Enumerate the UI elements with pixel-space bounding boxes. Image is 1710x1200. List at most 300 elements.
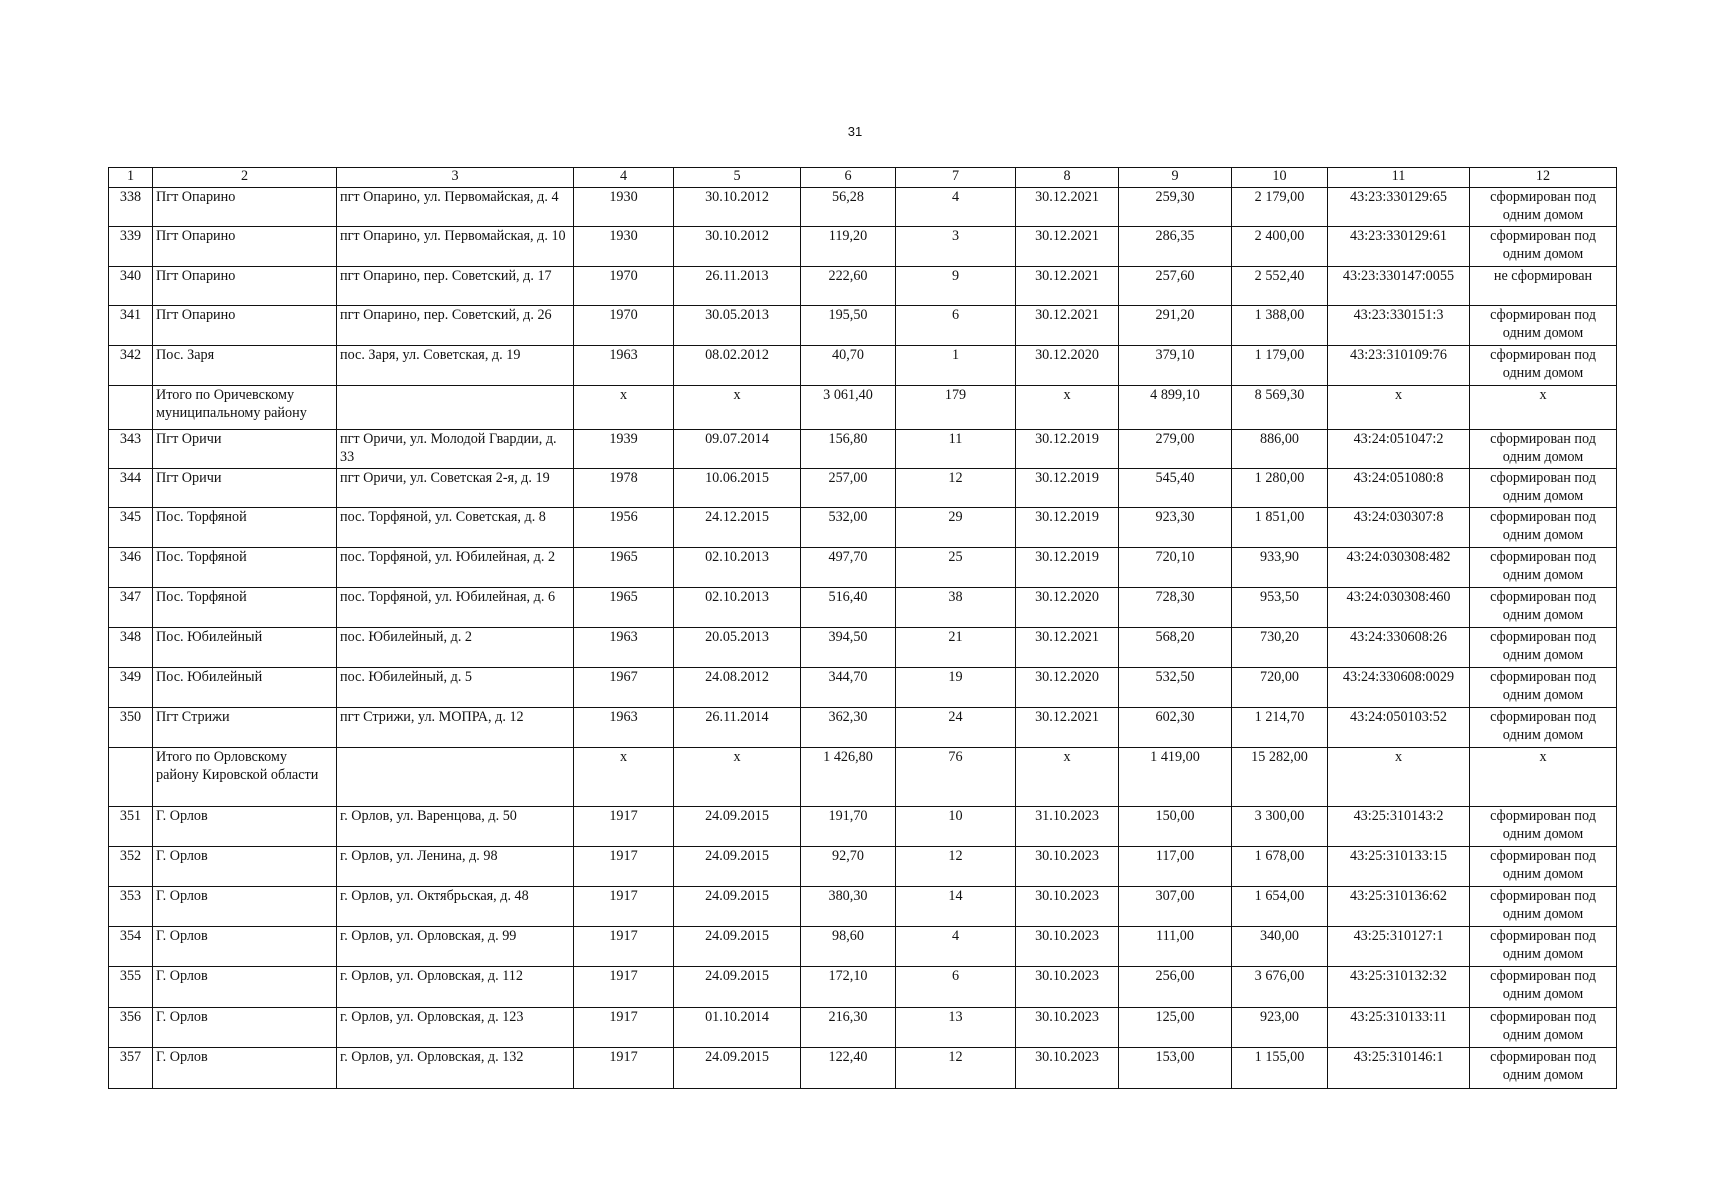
area-cell: 40,70 xyxy=(801,346,896,386)
table-row xyxy=(109,188,1617,227)
address-cell: пос. Торфяной, ул. Юбилейная, д. 6 xyxy=(337,588,574,628)
land-status-cell: сформирован под одним домом xyxy=(1470,508,1617,548)
deadline-cell: 30.10.2023 xyxy=(1016,1048,1119,1089)
settlement-cell: Пос. Торфяной xyxy=(153,508,337,548)
deadline-cell: x xyxy=(1016,748,1119,807)
area-cell: 98,60 xyxy=(801,927,896,967)
date-cell: 26.11.2013 xyxy=(674,267,801,306)
residents-cell: 12 xyxy=(896,469,1016,508)
year-cell: 1917 xyxy=(574,887,674,927)
table-row xyxy=(109,548,1617,588)
year-cell: 1917 xyxy=(574,927,674,967)
column-header: 12 xyxy=(1470,168,1617,188)
address-cell: пгт Опарино, ул. Первомайская, д. 4 xyxy=(337,188,574,227)
row-number-cell xyxy=(109,748,153,807)
date-cell: 09.07.2014 xyxy=(674,430,801,469)
column-10-cell: 15 282,00 xyxy=(1232,748,1328,807)
column-10-cell: 2 179,00 xyxy=(1232,188,1328,227)
settlement-cell: Г. Орлов xyxy=(153,967,337,1008)
date-cell: 24.09.2015 xyxy=(674,1048,801,1089)
column-10-cell: 1 388,00 xyxy=(1232,306,1328,346)
cadastral-number-cell: 43:24:330608:0029 xyxy=(1328,668,1470,708)
row-number-cell: 352 xyxy=(109,847,153,887)
area-cell: 497,70 xyxy=(801,548,896,588)
table-row xyxy=(109,430,1617,469)
row-number-cell: 357 xyxy=(109,1048,153,1089)
residents-cell: 21 xyxy=(896,628,1016,668)
settlement-cell: Итого по Оричевскому муниципальному району xyxy=(153,386,337,430)
settlement-cell: Г. Орлов xyxy=(153,927,337,967)
column-header: 6 xyxy=(801,168,896,188)
deadline-cell: 30.12.2020 xyxy=(1016,668,1119,708)
residents-cell: 12 xyxy=(896,847,1016,887)
column-10-cell: 1 155,00 xyxy=(1232,1048,1328,1089)
land-status-cell: сформирован под одним домом xyxy=(1470,346,1617,386)
area-cell: 1 426,80 xyxy=(801,748,896,807)
row-number-cell: 356 xyxy=(109,1008,153,1048)
deadline-cell: 30.12.2021 xyxy=(1016,267,1119,306)
address-cell: пос. Торфяной, ул. Советская, д. 8 xyxy=(337,508,574,548)
date-cell: x xyxy=(674,748,801,807)
date-cell: 30.05.2013 xyxy=(674,306,801,346)
address-cell: пос. Юбилейный, д. 5 xyxy=(337,668,574,708)
cadastral-number-cell: 43:24:030308:482 xyxy=(1328,548,1470,588)
cadastral-number-cell: x xyxy=(1328,748,1470,807)
address-cell: г. Орлов, ул. Варенцова, д. 50 xyxy=(337,807,574,847)
residents-cell: 24 xyxy=(896,708,1016,748)
date-cell: 02.10.2013 xyxy=(674,548,801,588)
cadastral-number-cell: 43:24:050103:52 xyxy=(1328,708,1470,748)
column-9-cell: 117,00 xyxy=(1119,847,1232,887)
area-cell: 119,20 xyxy=(801,227,896,267)
column-10-cell: 2 552,40 xyxy=(1232,267,1328,306)
address-cell: г. Орлов, ул. Орловская, д. 132 xyxy=(337,1048,574,1089)
cadastral-number-cell: 43:25:310146:1 xyxy=(1328,1048,1470,1089)
cadastral-number-cell: 43:24:030307:8 xyxy=(1328,508,1470,548)
column-10-cell: 340,00 xyxy=(1232,927,1328,967)
settlement-cell: Пгт Опарино xyxy=(153,188,337,227)
address-cell: пгт Оричи, ул. Молодой Гвардии, д. 33 xyxy=(337,430,574,469)
area-cell: 92,70 xyxy=(801,847,896,887)
area-cell: 3 061,40 xyxy=(801,386,896,430)
column-number-row xyxy=(109,168,1617,188)
year-cell: 1963 xyxy=(574,346,674,386)
deadline-cell: 30.12.2020 xyxy=(1016,346,1119,386)
column-header: 10 xyxy=(1232,168,1328,188)
deadline-cell: 31.10.2023 xyxy=(1016,807,1119,847)
column-9-cell: 728,30 xyxy=(1119,588,1232,628)
year-cell: 1956 xyxy=(574,508,674,548)
address-cell: г. Орлов, ул. Октябрьская, д. 48 xyxy=(337,887,574,927)
column-10-cell: 1 280,00 xyxy=(1232,469,1328,508)
row-number-cell: 350 xyxy=(109,708,153,748)
date-cell: 20.05.2013 xyxy=(674,628,801,668)
column-9-cell: 1 419,00 xyxy=(1119,748,1232,807)
residents-cell: 19 xyxy=(896,668,1016,708)
page-number: 31 xyxy=(847,124,863,139)
deadline-cell: 30.12.2021 xyxy=(1016,227,1119,267)
land-status-cell: сформирован под одним домом xyxy=(1470,847,1617,887)
cadastral-number-cell: 43:23:310109:76 xyxy=(1328,346,1470,386)
column-header: 1 xyxy=(109,168,153,188)
table-row xyxy=(109,346,1617,386)
area-cell: 191,70 xyxy=(801,807,896,847)
date-cell: 08.02.2012 xyxy=(674,346,801,386)
area-cell: 257,00 xyxy=(801,469,896,508)
column-header: 2 xyxy=(153,168,337,188)
table-row xyxy=(109,708,1617,748)
cadastral-number-cell: 43:25:310127:1 xyxy=(1328,927,1470,967)
column-9-cell: 257,60 xyxy=(1119,267,1232,306)
column-9-cell: 125,00 xyxy=(1119,1008,1232,1048)
address-cell xyxy=(337,386,574,430)
table-row xyxy=(109,967,1617,1008)
area-cell: 344,70 xyxy=(801,668,896,708)
settlement-cell: Г. Орлов xyxy=(153,887,337,927)
land-status-cell: сформирован под одним домом xyxy=(1470,227,1617,267)
residents-cell: 12 xyxy=(896,1048,1016,1089)
row-number-cell: 339 xyxy=(109,227,153,267)
residents-cell: 179 xyxy=(896,386,1016,430)
table-row xyxy=(109,628,1617,668)
row-number-cell: 354 xyxy=(109,927,153,967)
table-row xyxy=(109,306,1617,346)
area-cell: 56,28 xyxy=(801,188,896,227)
column-9-cell: 256,00 xyxy=(1119,967,1232,1008)
table-row xyxy=(109,508,1617,548)
settlement-cell: Г. Орлов xyxy=(153,1048,337,1089)
column-9-cell: 602,30 xyxy=(1119,708,1232,748)
area-cell: 172,10 xyxy=(801,967,896,1008)
address-cell: пгт Опарино, пер. Советский, д. 26 xyxy=(337,306,574,346)
row-number-cell: 353 xyxy=(109,887,153,927)
year-cell: 1963 xyxy=(574,628,674,668)
table-row xyxy=(109,807,1617,847)
land-status-cell: сформирован под одним домом xyxy=(1470,967,1617,1008)
table-row xyxy=(109,469,1617,508)
year-cell: 1930 xyxy=(574,227,674,267)
date-cell: 24.09.2015 xyxy=(674,887,801,927)
column-10-cell: 1 654,00 xyxy=(1232,887,1328,927)
deadline-cell: 30.10.2023 xyxy=(1016,1008,1119,1048)
residents-cell: 6 xyxy=(896,967,1016,1008)
cadastral-number-cell: 43:24:051047:2 xyxy=(1328,430,1470,469)
address-cell: пос. Заря, ул. Советская, д. 19 xyxy=(337,346,574,386)
year-cell: 1965 xyxy=(574,588,674,628)
date-cell: x xyxy=(674,386,801,430)
deadline-cell: 30.10.2023 xyxy=(1016,887,1119,927)
deadline-cell: 30.12.2021 xyxy=(1016,708,1119,748)
residents-cell: 29 xyxy=(896,508,1016,548)
residents-cell: 14 xyxy=(896,887,1016,927)
settlement-cell: Пгт Опарино xyxy=(153,267,337,306)
settlement-cell: Пос. Торфяной xyxy=(153,548,337,588)
settlement-cell: Пгт Опарино xyxy=(153,227,337,267)
land-status-cell: сформирован под одним домом xyxy=(1470,887,1617,927)
deadline-cell: 30.10.2023 xyxy=(1016,967,1119,1008)
column-10-cell: 3 676,00 xyxy=(1232,967,1328,1008)
table-row xyxy=(109,588,1617,628)
residents-cell: 11 xyxy=(896,430,1016,469)
land-status-cell: сформирован под одним домом xyxy=(1470,188,1617,227)
deadline-cell: 30.12.2019 xyxy=(1016,548,1119,588)
cadastral-number-cell: 43:23:330129:61 xyxy=(1328,227,1470,267)
cadastral-number-cell: 43:23:330151:3 xyxy=(1328,306,1470,346)
column-10-cell: 1 851,00 xyxy=(1232,508,1328,548)
residents-cell: 13 xyxy=(896,1008,1016,1048)
column-10-cell: 1 214,70 xyxy=(1232,708,1328,748)
area-cell: 222,60 xyxy=(801,267,896,306)
cadastral-number-cell: 43:25:310133:11 xyxy=(1328,1008,1470,1048)
address-cell: г. Орлов, ул. Орловская, д. 112 xyxy=(337,967,574,1008)
row-number-cell: 347 xyxy=(109,588,153,628)
column-10-cell: 886,00 xyxy=(1232,430,1328,469)
date-cell: 24.08.2012 xyxy=(674,668,801,708)
settlement-cell: Пгт Оричи xyxy=(153,469,337,508)
settlement-cell: Пос. Торфяной xyxy=(153,588,337,628)
row-number-cell: 349 xyxy=(109,668,153,708)
column-10-cell: 3 300,00 xyxy=(1232,807,1328,847)
row-number-cell: 348 xyxy=(109,628,153,668)
settlement-cell: Пгт Стрижи xyxy=(153,708,337,748)
date-cell: 24.12.2015 xyxy=(674,508,801,548)
table-row xyxy=(109,847,1617,887)
address-cell: г. Орлов, ул. Орловская, д. 123 xyxy=(337,1008,574,1048)
table-row xyxy=(109,227,1617,267)
deadline-cell: 30.10.2023 xyxy=(1016,847,1119,887)
settlement-cell: Г. Орлов xyxy=(153,1008,337,1048)
area-cell: 122,40 xyxy=(801,1048,896,1089)
land-status-cell: сформирован под одним домом xyxy=(1470,430,1617,469)
row-number-cell: 340 xyxy=(109,267,153,306)
settlement-cell: Г. Орлов xyxy=(153,807,337,847)
cadastral-number-cell: 43:25:310143:2 xyxy=(1328,807,1470,847)
year-cell: 1917 xyxy=(574,847,674,887)
residents-cell: 76 xyxy=(896,748,1016,807)
residents-cell: 1 xyxy=(896,346,1016,386)
land-status-cell: сформирован под одним домом xyxy=(1470,1048,1617,1089)
row-number-cell: 342 xyxy=(109,346,153,386)
settlement-cell: Пос. Юбилейный xyxy=(153,668,337,708)
column-9-cell: 291,20 xyxy=(1119,306,1232,346)
land-status-cell: сформирован под одним домом xyxy=(1470,628,1617,668)
date-cell: 30.10.2012 xyxy=(674,188,801,227)
year-cell: 1965 xyxy=(574,548,674,588)
land-status-cell: сформирован под одним домом xyxy=(1470,306,1617,346)
table-row xyxy=(109,668,1617,708)
row-number-cell: 343 xyxy=(109,430,153,469)
deadline-cell: 30.12.2019 xyxy=(1016,430,1119,469)
row-number-cell: 338 xyxy=(109,188,153,227)
column-9-cell: 279,00 xyxy=(1119,430,1232,469)
column-10-cell: 2 400,00 xyxy=(1232,227,1328,267)
deadline-cell: 30.12.2020 xyxy=(1016,588,1119,628)
column-10-cell: 1 678,00 xyxy=(1232,847,1328,887)
deadline-cell: 30.10.2023 xyxy=(1016,927,1119,967)
settlement-cell: Пгт Опарино xyxy=(153,306,337,346)
column-10-cell: 953,50 xyxy=(1232,588,1328,628)
column-header: 8 xyxy=(1016,168,1119,188)
year-cell: 1939 xyxy=(574,430,674,469)
column-header: 11 xyxy=(1328,168,1470,188)
area-cell: 216,30 xyxy=(801,1008,896,1048)
residents-cell: 10 xyxy=(896,807,1016,847)
residents-cell: 25 xyxy=(896,548,1016,588)
address-cell: пос. Юбилейный, д. 2 xyxy=(337,628,574,668)
column-9-cell: 568,20 xyxy=(1119,628,1232,668)
land-status-cell: x xyxy=(1470,748,1617,807)
deadline-cell: 30.12.2021 xyxy=(1016,628,1119,668)
row-number-cell: 344 xyxy=(109,469,153,508)
address-cell: пгт Опарино, пер. Советский, д. 17 xyxy=(337,267,574,306)
land-status-cell: сформирован под одним домом xyxy=(1470,668,1617,708)
date-cell: 30.10.2012 xyxy=(674,227,801,267)
deadline-cell: 30.12.2021 xyxy=(1016,188,1119,227)
row-number-cell: 341 xyxy=(109,306,153,346)
row-number-cell: 355 xyxy=(109,967,153,1008)
table-row xyxy=(109,887,1617,927)
land-status-cell: сформирован под одним домом xyxy=(1470,588,1617,628)
column-9-cell: 307,00 xyxy=(1119,887,1232,927)
residents-cell: 4 xyxy=(896,927,1016,967)
row-number-cell: 345 xyxy=(109,508,153,548)
column-header: 7 xyxy=(896,168,1016,188)
date-cell: 10.06.2015 xyxy=(674,469,801,508)
cadastral-number-cell: 43:25:310136:62 xyxy=(1328,887,1470,927)
column-header: 4 xyxy=(574,168,674,188)
column-10-cell: 933,90 xyxy=(1232,548,1328,588)
column-9-cell: 923,30 xyxy=(1119,508,1232,548)
land-status-cell: сформирован под одним домом xyxy=(1470,548,1617,588)
date-cell: 24.09.2015 xyxy=(674,967,801,1008)
year-cell: 1917 xyxy=(574,1048,674,1089)
column-10-cell: 923,00 xyxy=(1232,1008,1328,1048)
column-10-cell: 1 179,00 xyxy=(1232,346,1328,386)
row-number-cell: 351 xyxy=(109,807,153,847)
settlement-cell: Г. Орлов xyxy=(153,847,337,887)
deadline-cell: x xyxy=(1016,386,1119,430)
year-cell: x xyxy=(574,748,674,807)
address-cell xyxy=(337,748,574,807)
date-cell: 26.11.2014 xyxy=(674,708,801,748)
column-header: 9 xyxy=(1119,168,1232,188)
column-9-cell: 4 899,10 xyxy=(1119,386,1232,430)
row-number-cell xyxy=(109,386,153,430)
cadastral-number-cell: 43:25:310132:32 xyxy=(1328,967,1470,1008)
date-cell: 01.10.2014 xyxy=(674,1008,801,1048)
area-cell: 532,00 xyxy=(801,508,896,548)
address-cell: пос. Торфяной, ул. Юбилейная, д. 2 xyxy=(337,548,574,588)
cadastral-number-cell: 43:24:030308:460 xyxy=(1328,588,1470,628)
deadline-cell: 30.12.2019 xyxy=(1016,508,1119,548)
table-row xyxy=(109,1008,1617,1048)
cadastral-number-cell: 43:25:310133:15 xyxy=(1328,847,1470,887)
housing-register-table xyxy=(108,167,1617,1089)
column-10-cell: 8 569,30 xyxy=(1232,386,1328,430)
column-9-cell: 286,35 xyxy=(1119,227,1232,267)
column-header: 3 xyxy=(337,168,574,188)
residents-cell: 4 xyxy=(896,188,1016,227)
column-header: 5 xyxy=(674,168,801,188)
settlement-cell: Итого по Орловскому району Кировской области xyxy=(153,748,337,807)
table-row xyxy=(109,267,1617,306)
date-cell: 24.09.2015 xyxy=(674,847,801,887)
land-status-cell: сформирован под одним домом xyxy=(1470,927,1617,967)
date-cell: 24.09.2015 xyxy=(674,927,801,967)
column-9-cell: 532,50 xyxy=(1119,668,1232,708)
residents-cell: 6 xyxy=(896,306,1016,346)
column-10-cell: 730,20 xyxy=(1232,628,1328,668)
area-cell: 380,30 xyxy=(801,887,896,927)
land-status-cell: сформирован под одним домом xyxy=(1470,469,1617,508)
year-cell: 1970 xyxy=(574,267,674,306)
date-cell: 02.10.2013 xyxy=(674,588,801,628)
cadastral-number-cell: 43:24:051080:8 xyxy=(1328,469,1470,508)
column-9-cell: 111,00 xyxy=(1119,927,1232,967)
land-status-cell: x xyxy=(1470,386,1617,430)
year-cell: 1930 xyxy=(574,188,674,227)
area-cell: 394,50 xyxy=(801,628,896,668)
residents-cell: 38 xyxy=(896,588,1016,628)
column-9-cell: 545,40 xyxy=(1119,469,1232,508)
year-cell: 1917 xyxy=(574,807,674,847)
cadastral-number-cell: 43:24:330608:26 xyxy=(1328,628,1470,668)
address-cell: пгт Стрижи, ул. МОПРА, д. 12 xyxy=(337,708,574,748)
residents-cell: 3 xyxy=(896,227,1016,267)
area-cell: 156,80 xyxy=(801,430,896,469)
deadline-cell: 30.12.2021 xyxy=(1016,306,1119,346)
address-cell: пгт Оричи, ул. Советская 2-я, д. 19 xyxy=(337,469,574,508)
column-9-cell: 720,10 xyxy=(1119,548,1232,588)
subtotal-row xyxy=(109,386,1617,430)
subtotal-row xyxy=(109,748,1617,807)
settlement-cell: Пос. Юбилейный xyxy=(153,628,337,668)
address-cell: пгт Опарино, ул. Первомайская, д. 10 xyxy=(337,227,574,267)
year-cell: 1917 xyxy=(574,1008,674,1048)
column-9-cell: 153,00 xyxy=(1119,1048,1232,1089)
deadline-cell: 30.12.2019 xyxy=(1016,469,1119,508)
year-cell: 1917 xyxy=(574,967,674,1008)
table-row xyxy=(109,1048,1617,1089)
area-cell: 516,40 xyxy=(801,588,896,628)
year-cell: 1963 xyxy=(574,708,674,748)
cadastral-number-cell: 43:23:330129:65 xyxy=(1328,188,1470,227)
land-status-cell: сформирован под одним домом xyxy=(1470,708,1617,748)
date-cell: 24.09.2015 xyxy=(674,807,801,847)
column-9-cell: 150,00 xyxy=(1119,807,1232,847)
address-cell: г. Орлов, ул. Ленина, д. 98 xyxy=(337,847,574,887)
year-cell: x xyxy=(574,386,674,430)
year-cell: 1967 xyxy=(574,668,674,708)
year-cell: 1978 xyxy=(574,469,674,508)
column-10-cell: 720,00 xyxy=(1232,668,1328,708)
column-9-cell: 259,30 xyxy=(1119,188,1232,227)
cadastral-number-cell: x xyxy=(1328,386,1470,430)
year-cell: 1970 xyxy=(574,306,674,346)
area-cell: 362,30 xyxy=(801,708,896,748)
settlement-cell: Пос. Заря xyxy=(153,346,337,386)
residents-cell: 9 xyxy=(896,267,1016,306)
column-9-cell: 379,10 xyxy=(1119,346,1232,386)
cadastral-number-cell: 43:23:330147:0055 xyxy=(1328,267,1470,306)
settlement-cell: Пгт Оричи xyxy=(153,430,337,469)
table-body xyxy=(109,168,1617,1089)
area-cell: 195,50 xyxy=(801,306,896,346)
table-row xyxy=(109,927,1617,967)
land-status-cell: не сформирован xyxy=(1470,267,1617,306)
land-status-cell: сформирован под одним домом xyxy=(1470,807,1617,847)
land-status-cell: сформирован под одним домом xyxy=(1470,1008,1617,1048)
